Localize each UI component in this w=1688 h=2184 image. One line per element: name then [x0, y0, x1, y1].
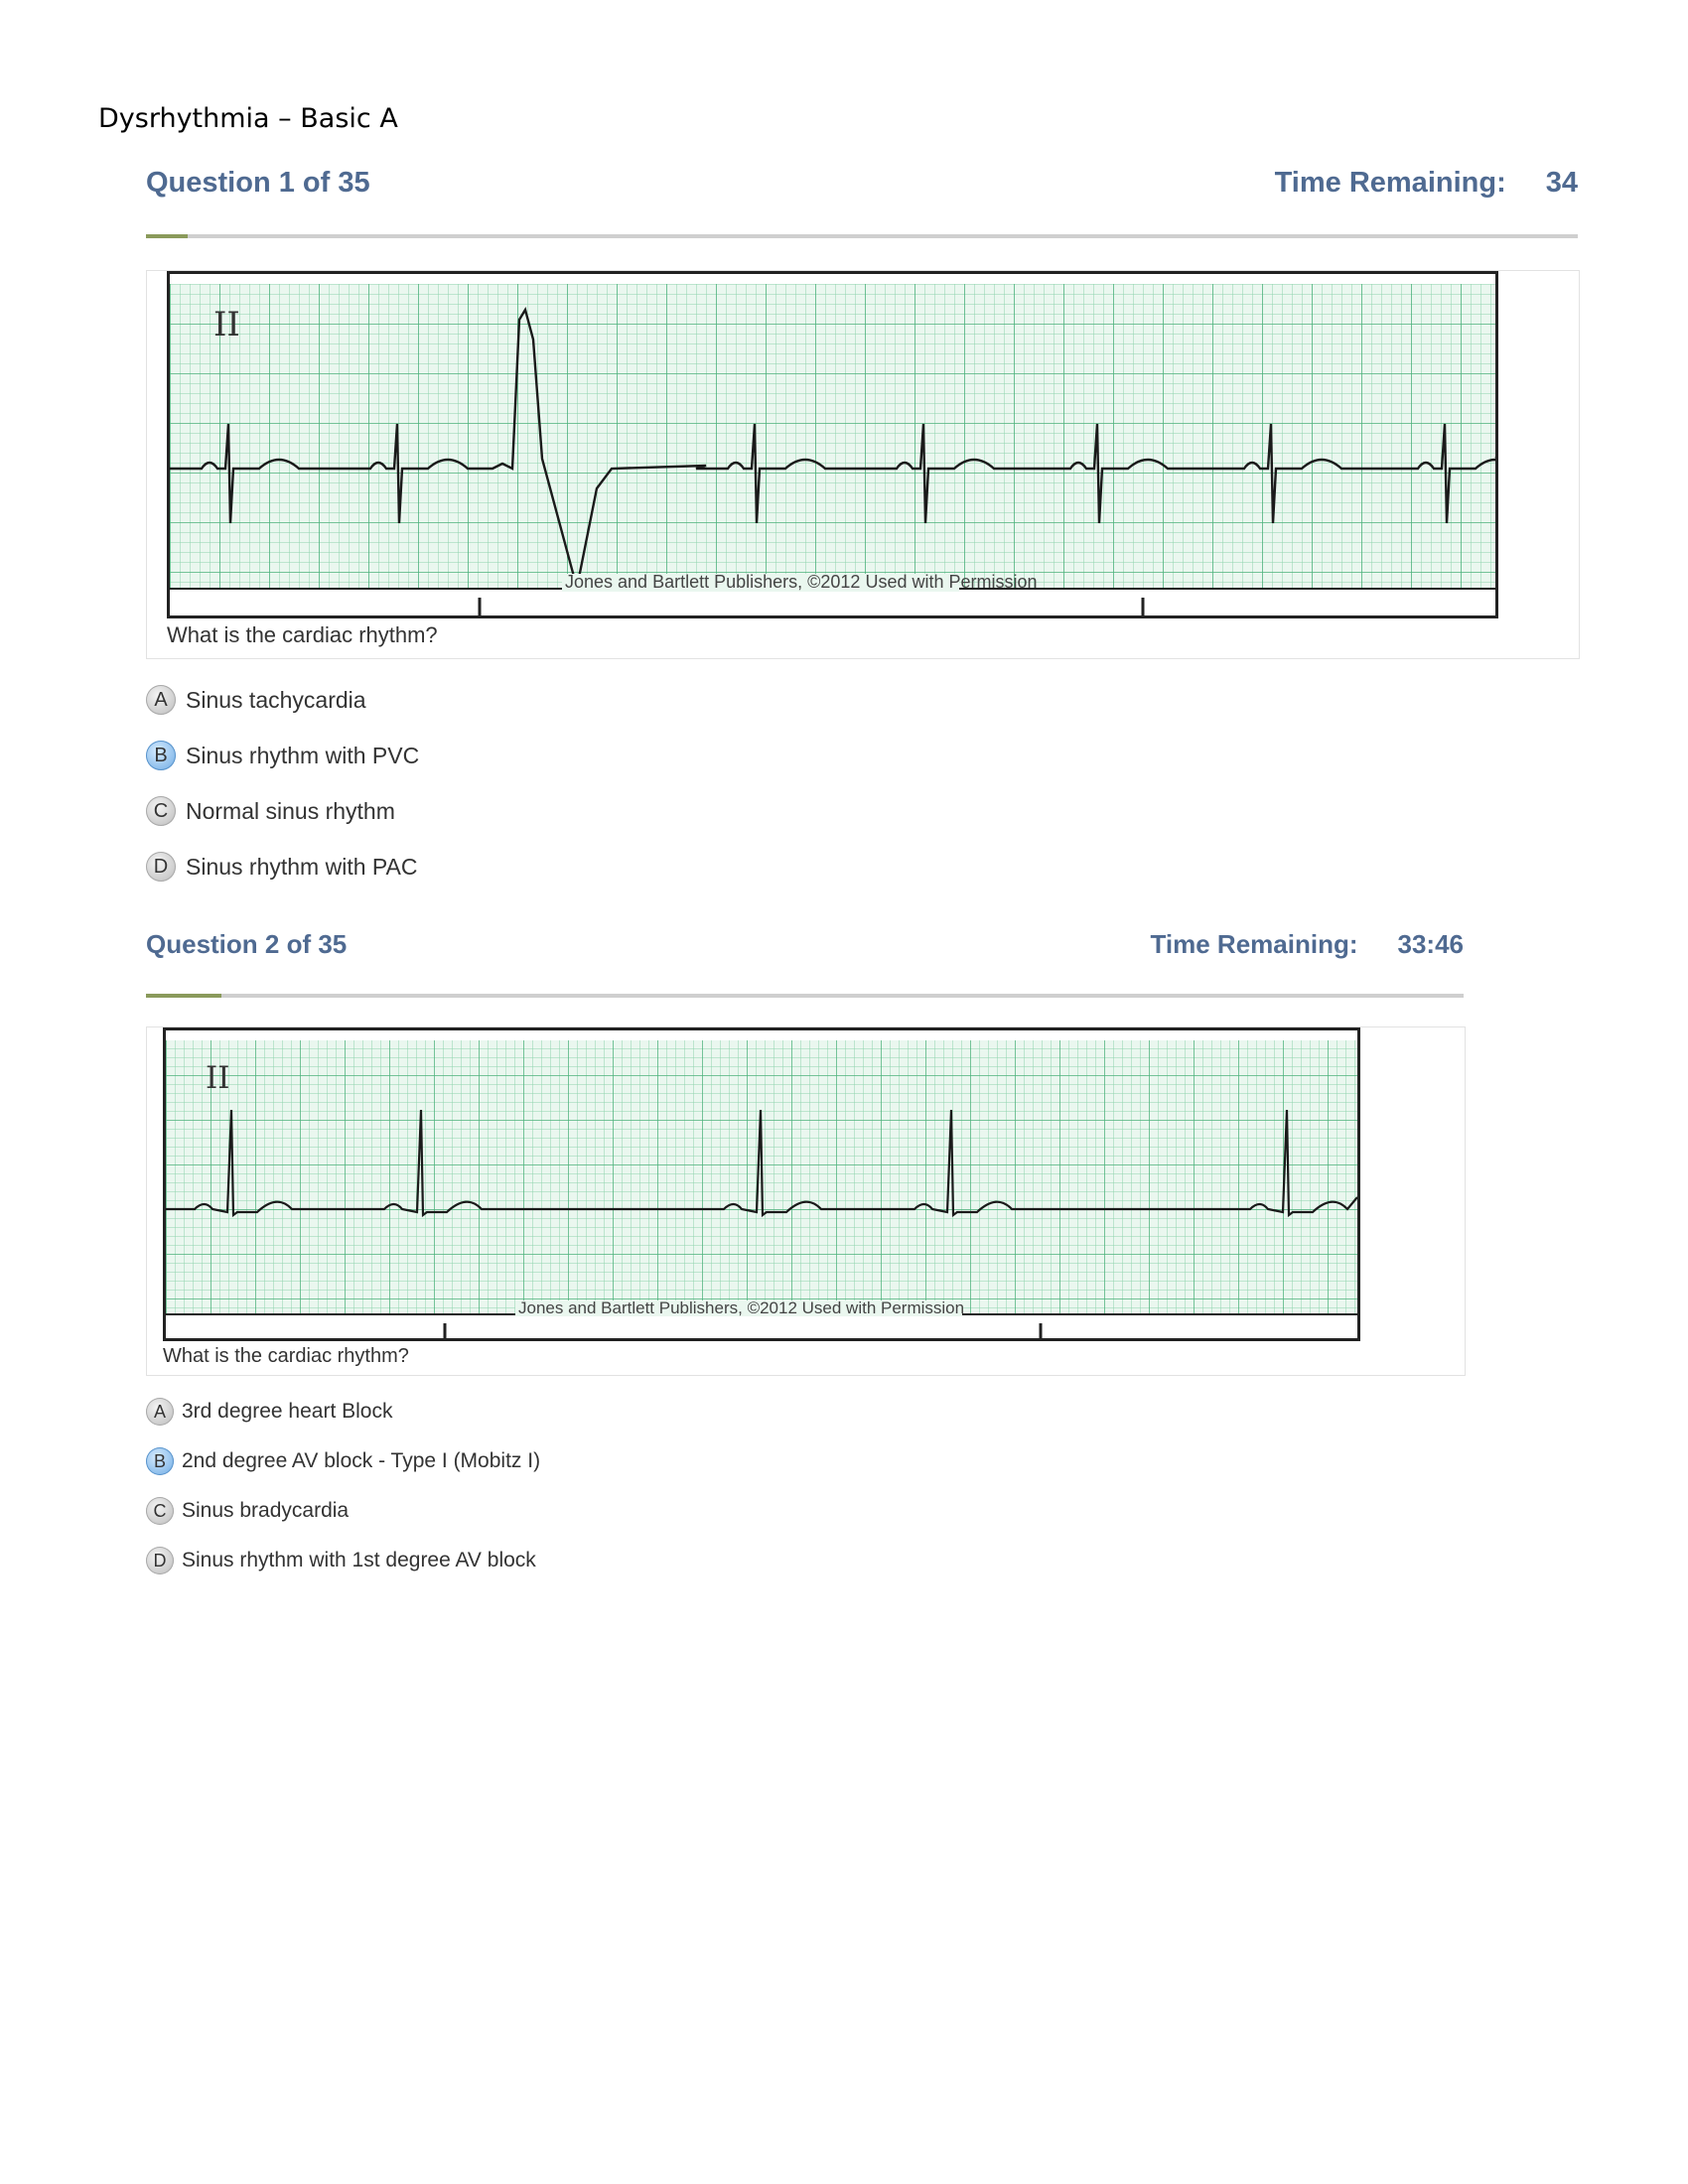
- question-2-prompt: What is the cardiac rhythm?: [163, 1345, 409, 1367]
- option-d-label: Sinus rhythm with 1st degree AV block: [182, 1549, 536, 1571]
- option-b-label: Sinus rhythm with PVC: [186, 742, 420, 768]
- question-2-header: [146, 926, 1464, 962]
- option-d-badge: D: [146, 1547, 174, 1574]
- question-1-header: [146, 163, 1578, 203]
- question-2-image-credit: Jones and Bartlett Publishers, ©2012 Used with Permission: [518, 1298, 965, 1317]
- question-2-progress-fill: [146, 994, 221, 998]
- question-1-ecg-image: [170, 274, 1495, 615]
- document-title: Dysrhythmia – Basic A: [98, 103, 398, 134]
- question-1-lead-label: II: [213, 305, 240, 344]
- question-2-ecg-strip: [163, 1027, 1360, 1341]
- option-c-badge: C: [146, 1497, 174, 1525]
- question-2-option-a[interactable]: [146, 1398, 392, 1426]
- option-c-label: Sinus bradycardia: [182, 1499, 350, 1522]
- option-b-badge: B: [146, 741, 176, 770]
- option-a-label: Sinus tachycardia: [186, 686, 366, 713]
- question-2-timer: [1150, 929, 1464, 960]
- option-a-label: 3rd degree heart Block: [182, 1400, 393, 1423]
- question-2-progress-bar: [146, 994, 1464, 998]
- option-a-badge: A: [146, 1398, 174, 1426]
- option-b-label: 2nd degree AV block - Type I (Mobitz I): [182, 1449, 541, 1472]
- question-1-image-credit: Jones and Bartlett Publishers, ©2012 Used with Permission: [565, 572, 1038, 592]
- question-1-ecg-strip: [167, 271, 1498, 618]
- question-1-card: [146, 270, 1580, 659]
- question-2-option-b[interactable]: [146, 1447, 540, 1475]
- question-1-time-label: Time Remaining:: [1274, 166, 1506, 199]
- question-1-option-d[interactable]: [146, 852, 417, 882]
- question-2-option-d[interactable]: [146, 1547, 536, 1574]
- option-c-badge: C: [146, 796, 176, 826]
- question-2-card: [146, 1026, 1466, 1376]
- question-1-timer: [1275, 167, 1578, 200]
- question-2-time-label: Time Remaining:: [1150, 928, 1358, 959]
- question-1-number: Question 1 of 35: [146, 166, 370, 199]
- question-2-time-value: 33:46: [1397, 928, 1464, 959]
- question-1-option-a[interactable]: [146, 685, 366, 715]
- question-2-lead-label: II: [206, 1060, 230, 1096]
- question-2-ecg-image: [166, 1030, 1357, 1338]
- question-1-prompt: What is the cardiac rhythm?: [167, 622, 438, 647]
- question-1-option-b[interactable]: [146, 741, 419, 770]
- question-1-progress-bar: [146, 234, 1578, 238]
- option-d-label: Sinus rhythm with PAC: [186, 853, 418, 880]
- option-d-badge: D: [146, 852, 176, 882]
- question-1-option-c[interactable]: [146, 796, 395, 826]
- option-a-badge: A: [146, 685, 176, 715]
- option-c-label: Normal sinus rhythm: [186, 797, 395, 824]
- question-1-progress-fill: [146, 234, 188, 238]
- question-1-time-value: 34: [1545, 166, 1578, 199]
- question-2-number: Question 2 of 35: [146, 928, 348, 959]
- question-2-option-c[interactable]: [146, 1497, 349, 1525]
- option-b-badge: B: [146, 1447, 174, 1475]
